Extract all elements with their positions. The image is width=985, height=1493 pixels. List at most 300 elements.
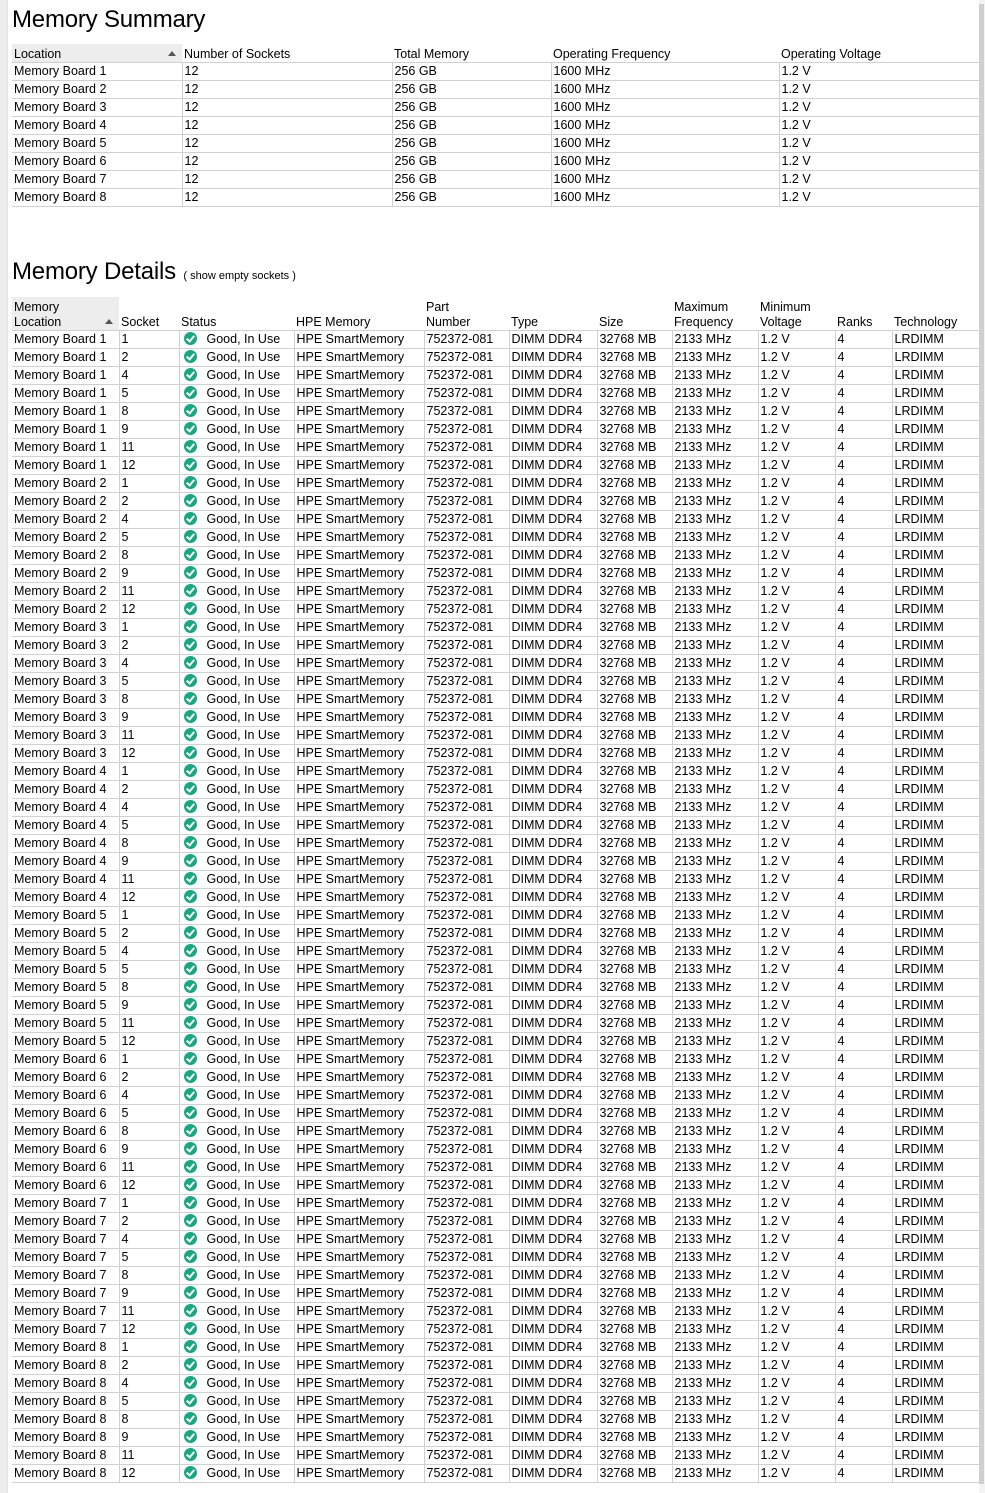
details-row[interactable] [12,781,979,799]
status-text: Good, In Use [206,674,281,688]
check-circle-icon [184,800,197,813]
details-cell-technology: LRDIMM [892,601,979,619]
details-row[interactable] [12,817,979,835]
summary-cell-sockets: 12 [182,63,392,81]
details-row[interactable] [12,1231,979,1249]
details-row[interactable] [12,1141,979,1159]
details-row[interactable] [12,1285,979,1303]
details-row[interactable] [12,1123,979,1141]
details-row[interactable] [12,439,979,457]
details-cell-status [179,385,294,403]
details-cell-status [179,1069,294,1087]
details-cell-min-voltage: 1.2 V [758,979,835,997]
details-row[interactable] [12,583,979,601]
details-row[interactable] [12,331,979,349]
details-row[interactable] [12,1393,979,1411]
details-row[interactable] [12,691,979,709]
details-cell-min-voltage: 1.2 V [758,1195,835,1213]
details-cell-technology: LRDIMM [892,1285,979,1303]
status-text: Good, In Use [206,638,281,652]
details-cell-type: DIMM DDR4 [509,439,597,457]
details-cell-max-frequency: 2133 MHz [672,421,758,439]
details-cell-ranks: 4 [835,511,892,529]
details-header-max-frequency[interactable] [672,297,758,331]
details-row[interactable] [12,1267,979,1285]
details-row[interactable] [12,727,979,745]
details-row[interactable] [12,403,979,421]
details-cell-min-voltage: 1.2 V [758,961,835,979]
details-cell-size: 32768 MB [597,1213,672,1231]
details-cell-location: Memory Board 2 [12,529,119,547]
status-text: Good, In Use [206,1430,281,1444]
details-cell-hpe-memory: HPE SmartMemory [294,745,424,763]
details-row[interactable] [12,385,979,403]
details-row[interactable] [12,1015,979,1033]
details-header-part-number[interactable] [424,297,509,331]
details-cell-socket: 12 [119,1321,179,1339]
details-cell-technology: LRDIMM [892,1267,979,1285]
details-cell-hpe-memory: HPE SmartMemory [294,1375,424,1393]
details-header-location[interactable] [12,297,119,331]
details-cell-location: Memory Board 1 [12,439,119,457]
check-circle-icon [184,1070,197,1083]
memory-summary-table [12,44,979,207]
details-row[interactable] [12,835,979,853]
summary-cell-location: Memory Board 5 [12,135,182,153]
details-cell-hpe-memory: HPE SmartMemory [294,1105,424,1123]
details-cell-size: 32768 MB [597,1105,672,1123]
details-cell-min-voltage: 1.2 V [758,475,835,493]
details-cell-technology: LRDIMM [892,367,979,385]
details-cell-status [179,835,294,853]
details-cell-part-number: 752372-081 [424,493,509,511]
details-cell-ranks: 4 [835,1069,892,1087]
details-cell-technology: LRDIMM [892,1195,979,1213]
details-cell-status [179,691,294,709]
summary-header-frequency[interactable]: Operating Frequency [551,44,779,63]
details-cell-hpe-memory: HPE SmartMemory [294,1411,424,1429]
status-text: Good, In Use [206,1232,281,1246]
details-cell-hpe-memory: HPE SmartMemory [294,1231,424,1249]
details-cell-status [179,547,294,565]
details-cell-technology: LRDIMM [892,673,979,691]
details-cell-technology: LRDIMM [892,997,979,1015]
check-circle-icon [184,926,197,939]
details-cell-ranks: 4 [835,871,892,889]
details-cell-status [179,511,294,529]
details-row[interactable] [12,565,979,583]
details-cell-max-frequency: 2133 MHz [672,961,758,979]
details-cell-max-frequency: 2133 MHz [672,1465,758,1483]
check-circle-icon [184,440,197,453]
details-cell-socket: 4 [119,799,179,817]
details-header-technology[interactable] [892,297,979,331]
details-cell-type: DIMM DDR4 [509,655,597,673]
details-cell-min-voltage: 1.2 V [758,1087,835,1105]
details-cell-size: 32768 MB [597,1357,672,1375]
summary-row[interactable] [12,189,979,207]
details-cell-part-number: 752372-081 [424,799,509,817]
details-cell-status [179,1123,294,1141]
details-row[interactable] [12,1159,979,1177]
details-cell-status [179,367,294,385]
check-circle-icon [184,728,197,741]
details-cell-ranks: 4 [835,997,892,1015]
details-header-hpe-memory[interactable] [294,297,424,331]
details-cell-hpe-memory: HPE SmartMemory [294,439,424,457]
details-cell-size: 32768 MB [597,817,672,835]
details-cell-technology: LRDIMM [892,1375,979,1393]
details-cell-ranks: 4 [835,331,892,349]
details-row[interactable] [12,1051,979,1069]
summary-header-location[interactable]: Location [12,44,182,63]
details-row[interactable] [12,871,979,889]
details-row[interactable] [12,961,979,979]
status-text: Good, In Use [206,368,281,382]
details-cell-status [179,1033,294,1051]
details-row[interactable] [12,709,979,727]
summary-cell-location: Memory Board 4 [12,117,182,135]
details-cell-technology: LRDIMM [892,1411,979,1429]
details-cell-max-frequency: 2133 MHz [672,385,758,403]
details-row[interactable] [12,511,979,529]
summary-header-voltage[interactable]: Operating Voltage [779,44,979,63]
details-header-min-voltage[interactable] [758,297,835,331]
details-row[interactable] [12,763,979,781]
details-cell-status [179,1393,294,1411]
details-cell-hpe-memory: HPE SmartMemory [294,817,424,835]
details-cell-status [179,331,294,349]
details-cell-part-number: 752372-081 [424,1213,509,1231]
summary-row[interactable] [12,153,979,171]
check-circle-icon [184,1322,197,1335]
status-text: Good, In Use [206,1376,281,1390]
details-row[interactable] [12,1447,979,1465]
details-cell-min-voltage: 1.2 V [758,1267,835,1285]
summary-row[interactable] [12,63,979,81]
status-text: Good, In Use [206,1250,281,1264]
details-cell-max-frequency: 2133 MHz [672,1051,758,1069]
details-cell-type: DIMM DDR4 [509,403,597,421]
summary-row[interactable] [12,171,979,189]
details-cell-max-frequency: 2133 MHz [672,709,758,727]
details-row[interactable] [12,493,979,511]
details-row[interactable] [12,1087,979,1105]
details-cell-ranks: 4 [835,529,892,547]
details-row[interactable] [12,1303,979,1321]
details-cell-location: Memory Board 1 [12,421,119,439]
details-row[interactable] [12,547,979,565]
check-circle-icon [184,1196,197,1209]
details-row[interactable] [12,1465,979,1483]
details-cell-location: Memory Board 3 [12,709,119,727]
details-cell-type: DIMM DDR4 [509,457,597,475]
details-cell-ranks: 4 [835,1033,892,1051]
vertical-scrollbar[interactable] [979,0,985,1493]
details-cell-max-frequency: 2133 MHz [672,997,758,1015]
details-cell-status [179,1339,294,1357]
details-cell-type: DIMM DDR4 [509,493,597,511]
details-row[interactable] [12,745,979,763]
status-text: Good, In Use [206,1196,281,1210]
details-row[interactable] [12,907,979,925]
status-text: Good, In Use [206,1052,281,1066]
details-row[interactable] [12,655,979,673]
details-cell-socket: 8 [119,403,179,421]
details-row[interactable] [12,1213,979,1231]
details-cell-min-voltage: 1.2 V [758,1033,835,1051]
details-row[interactable] [12,1339,979,1357]
details-cell-status [179,1411,294,1429]
details-row[interactable] [12,1033,979,1051]
details-cell-location: Memory Board 5 [12,907,119,925]
details-header-type[interactable] [509,297,597,331]
summary-cell-voltage: 1.2 V [779,117,979,135]
details-cell-socket: 4 [119,1375,179,1393]
details-cell-size: 32768 MB [597,1177,672,1195]
details-header-socket[interactable] [119,297,179,331]
details-cell-status [179,817,294,835]
header-line-2: Status [181,315,217,329]
details-cell-size: 32768 MB [597,943,672,961]
status-text: Good, In Use [206,350,281,364]
details-cell-technology: LRDIMM [892,853,979,871]
details-row[interactable] [12,997,979,1015]
details-cell-ranks: 4 [835,1303,892,1321]
details-cell-min-voltage: 1.2 V [758,709,835,727]
details-row[interactable] [12,799,979,817]
details-cell-min-voltage: 1.2 V [758,583,835,601]
details-cell-socket: 4 [119,655,179,673]
details-cell-ranks: 4 [835,1213,892,1231]
details-row[interactable] [12,1321,979,1339]
status-text: Good, In Use [206,1358,281,1372]
details-cell-type: DIMM DDR4 [509,1465,597,1483]
details-row[interactable] [12,1105,979,1123]
details-cell-min-voltage: 1.2 V [758,925,835,943]
details-cell-ranks: 4 [835,1357,892,1375]
details-cell-max-frequency: 2133 MHz [672,835,758,853]
details-cell-size: 32768 MB [597,1321,672,1339]
details-row[interactable] [12,619,979,637]
details-cell-min-voltage: 1.2 V [758,997,835,1015]
details-cell-part-number: 752372-081 [424,511,509,529]
details-cell-status [179,1141,294,1159]
header-line-2: HPE Memory [296,315,371,329]
details-cell-part-number: 752372-081 [424,601,509,619]
details-cell-min-voltage: 1.2 V [758,889,835,907]
details-cell-technology: LRDIMM [892,727,979,745]
details-cell-technology: LRDIMM [892,511,979,529]
details-cell-part-number: 752372-081 [424,1267,509,1285]
details-cell-technology: LRDIMM [892,547,979,565]
details-cell-location: Memory Board 1 [12,457,119,475]
details-cell-size: 32768 MB [597,979,672,997]
details-row[interactable] [12,475,979,493]
details-cell-hpe-memory: HPE SmartMemory [294,1267,424,1285]
details-cell-type: DIMM DDR4 [509,1447,597,1465]
details-row[interactable] [12,1249,979,1267]
details-cell-location: Memory Board 7 [12,1285,119,1303]
status-text: Good, In Use [206,998,281,1012]
details-cell-technology: LRDIMM [892,565,979,583]
details-cell-type: DIMM DDR4 [509,1267,597,1285]
details-header-ranks[interactable] [835,297,892,331]
details-cell-technology: LRDIMM [892,691,979,709]
details-cell-size: 32768 MB [597,457,672,475]
status-text: Good, In Use [206,1304,281,1318]
details-cell-ranks: 4 [835,1231,892,1249]
details-cell-max-frequency: 2133 MHz [672,1357,758,1375]
details-cell-max-frequency: 2133 MHz [672,331,758,349]
details-row[interactable] [12,673,979,691]
details-cell-min-voltage: 1.2 V [758,907,835,925]
details-cell-size: 32768 MB [597,1195,672,1213]
details-row[interactable] [12,349,979,367]
details-cell-hpe-memory: HPE SmartMemory [294,1033,424,1051]
details-cell-technology: LRDIMM [892,1105,979,1123]
details-cell-socket: 2 [119,1357,179,1375]
details-row[interactable] [12,943,979,961]
details-cell-hpe-memory: HPE SmartMemory [294,1195,424,1213]
summary-row[interactable] [12,117,979,135]
scrollbar-thumb[interactable] [979,4,984,1484]
details-cell-socket: 5 [119,1393,179,1411]
details-cell-min-voltage: 1.2 V [758,655,835,673]
details-cell-part-number: 752372-081 [424,619,509,637]
details-cell-socket: 12 [119,601,179,619]
details-cell-ranks: 4 [835,1411,892,1429]
summary-row[interactable] [12,135,979,153]
details-cell-part-number: 752372-081 [424,925,509,943]
details-cell-location: Memory Board 8 [12,1465,119,1483]
status-text: Good, In Use [206,1286,281,1300]
check-circle-icon [184,1016,197,1029]
status-text: Good, In Use [206,1412,281,1426]
details-cell-max-frequency: 2133 MHz [672,763,758,781]
details-cell-socket: 9 [119,1285,179,1303]
details-cell-location: Memory Board 5 [12,979,119,997]
details-cell-size: 32768 MB [597,1159,672,1177]
details-row[interactable] [12,1375,979,1393]
check-circle-icon [184,476,197,489]
details-cell-status [179,439,294,457]
details-row[interactable] [12,1177,979,1195]
details-cell-socket: 2 [119,1069,179,1087]
details-cell-status [179,979,294,997]
details-cell-size: 32768 MB [597,1141,672,1159]
details-cell-hpe-memory: HPE SmartMemory [294,763,424,781]
details-cell-part-number: 752372-081 [424,709,509,727]
details-cell-part-number: 752372-081 [424,367,509,385]
details-row[interactable] [12,601,979,619]
details-row[interactable] [12,367,979,385]
details-cell-type: DIMM DDR4 [509,1177,597,1195]
details-cell-min-voltage: 1.2 V [758,673,835,691]
check-circle-icon [184,944,197,957]
details-cell-max-frequency: 2133 MHz [672,655,758,673]
details-cell-status [179,943,294,961]
details-cell-part-number: 752372-081 [424,745,509,763]
details-cell-status [179,529,294,547]
details-row[interactable] [12,529,979,547]
details-row[interactable] [12,1357,979,1375]
details-cell-hpe-memory: HPE SmartMemory [294,1429,424,1447]
details-cell-ranks: 4 [835,763,892,781]
details-cell-size: 32768 MB [597,1411,672,1429]
header-line-2: Frequency [674,315,734,329]
details-cell-size: 32768 MB [597,511,672,529]
summary-header-total-memory[interactable]: Total Memory [392,44,551,63]
summary-row[interactable] [12,99,979,117]
details-row[interactable] [12,853,979,871]
details-cell-ranks: 4 [835,799,892,817]
details-cell-technology: LRDIMM [892,1357,979,1375]
summary-cell-sockets: 12 [182,81,392,99]
details-cell-hpe-memory: HPE SmartMemory [294,1249,424,1267]
summary-cell-total-memory: 256 GB [392,171,551,189]
details-cell-part-number: 752372-081 [424,889,509,907]
show-empty-sockets-link[interactable]: show empty sockets [190,270,290,282]
sort-ascending-icon [168,51,176,56]
details-cell-status [179,1231,294,1249]
check-circle-icon [184,1052,197,1065]
summary-row[interactable] [12,81,979,99]
details-cell-size: 32768 MB [597,835,672,853]
details-cell-max-frequency: 2133 MHz [672,493,758,511]
details-cell-location: Memory Board 5 [12,1033,119,1051]
details-row[interactable] [12,1411,979,1429]
details-cell-part-number: 752372-081 [424,907,509,925]
details-row[interactable] [12,421,979,439]
details-cell-ranks: 4 [835,889,892,907]
details-cell-part-number: 752372-081 [424,1249,509,1267]
details-cell-min-voltage: 1.2 V [758,1429,835,1447]
details-cell-min-voltage: 1.2 V [758,763,835,781]
details-cell-max-frequency: 2133 MHz [672,1123,758,1141]
details-header-size[interactable] [597,297,672,331]
details-cell-socket: 9 [119,421,179,439]
details-cell-ranks: 4 [835,979,892,997]
details-cell-socket: 5 [119,673,179,691]
details-cell-socket: 9 [119,709,179,727]
status-text: Good, In Use [206,692,281,706]
details-cell-ranks: 4 [835,781,892,799]
details-cell-part-number: 752372-081 [424,1069,509,1087]
details-cell-max-frequency: 2133 MHz [672,1285,758,1303]
details-cell-hpe-memory: HPE SmartMemory [294,1015,424,1033]
details-cell-type: DIMM DDR4 [509,1141,597,1159]
details-cell-hpe-memory: HPE SmartMemory [294,1321,424,1339]
details-cell-part-number: 752372-081 [424,691,509,709]
details-row[interactable] [12,1429,979,1447]
details-row[interactable] [12,1069,979,1087]
details-row[interactable] [12,457,979,475]
details-header-status[interactable] [179,297,294,331]
details-row[interactable] [12,637,979,655]
details-cell-location: Memory Board 4 [12,853,119,871]
details-cell-type: DIMM DDR4 [509,1303,597,1321]
details-row[interactable] [12,889,979,907]
summary-header-sockets[interactable]: Number of Sockets [182,44,392,63]
details-row[interactable] [12,979,979,997]
check-circle-icon [184,584,197,597]
details-row[interactable] [12,925,979,943]
status-text: Good, In Use [206,764,281,778]
details-cell-min-voltage: 1.2 V [758,1321,835,1339]
details-cell-socket: 2 [119,1213,179,1231]
details-row[interactable] [12,1195,979,1213]
